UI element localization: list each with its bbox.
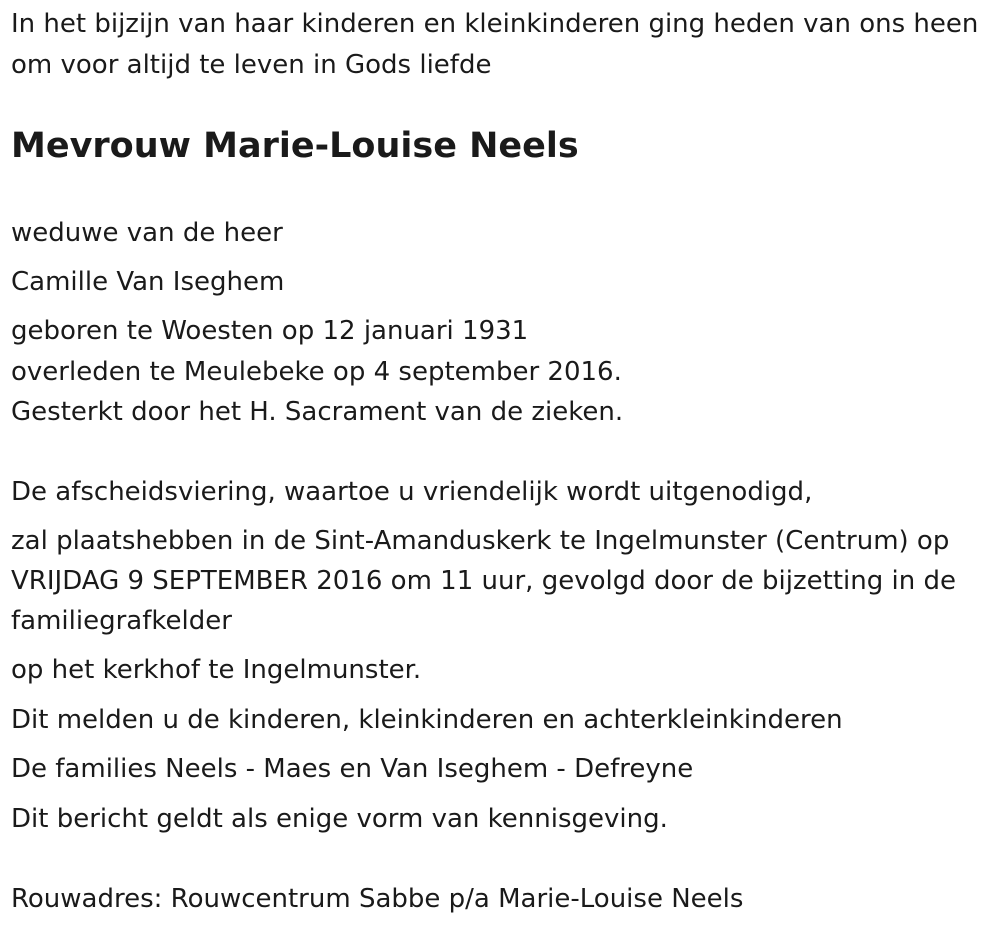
ceremony-place-line-1: zal plaatshebben in de Sint-Amanduskerk te Ingelmunster (Centrum) op xyxy=(11,526,950,556)
intro-line-2: om voor altijd te leven in Gods liefde xyxy=(11,50,492,80)
burial-line: op het kerkhof te Ingelmunster. xyxy=(11,655,422,685)
intro-line-1: In het bijzijn van haar kinderen en kleinkinderen ging heden van ons heen xyxy=(11,9,979,39)
birth-line: geboren te Woesten op 12 januari 1931 xyxy=(11,316,529,346)
ceremony-place-line-3: familiegrafkelder xyxy=(11,606,232,636)
spouse-name: Camille Van Iseghem xyxy=(11,267,285,297)
death-line: overleden te Meulebeke op 4 september 2016. xyxy=(11,357,622,387)
announcers-families: De families Neels - Maes en Van Iseghem - Defreyne xyxy=(11,754,694,784)
sacrament-line: Gesterkt door het H. Sacrament van de zieken. xyxy=(11,397,624,427)
deceased-name: Mevrouw Marie-Louise Neels xyxy=(11,126,579,166)
widow-label: weduwe van de heer xyxy=(11,218,283,248)
mourning-address: Rouwadres: Rouwcentrum Sabbe p/a Marie-Louise Neels xyxy=(11,884,744,914)
announcers-children: Dit melden u de kinderen, kleinkinderen en achterkleinkinderen xyxy=(11,705,843,735)
ceremony-invite: De afscheidsviering, waartoe u vriendelijk wordt uitgenodigd, xyxy=(11,477,813,507)
ceremony-place-line-2: VRIJDAG 9 SEPTEMBER 2016 om 11 uur, gevolgd door de bijzetting in de xyxy=(11,566,956,596)
notice-line: Dit bericht geldt als enige vorm van kennisgeving. xyxy=(11,804,668,834)
